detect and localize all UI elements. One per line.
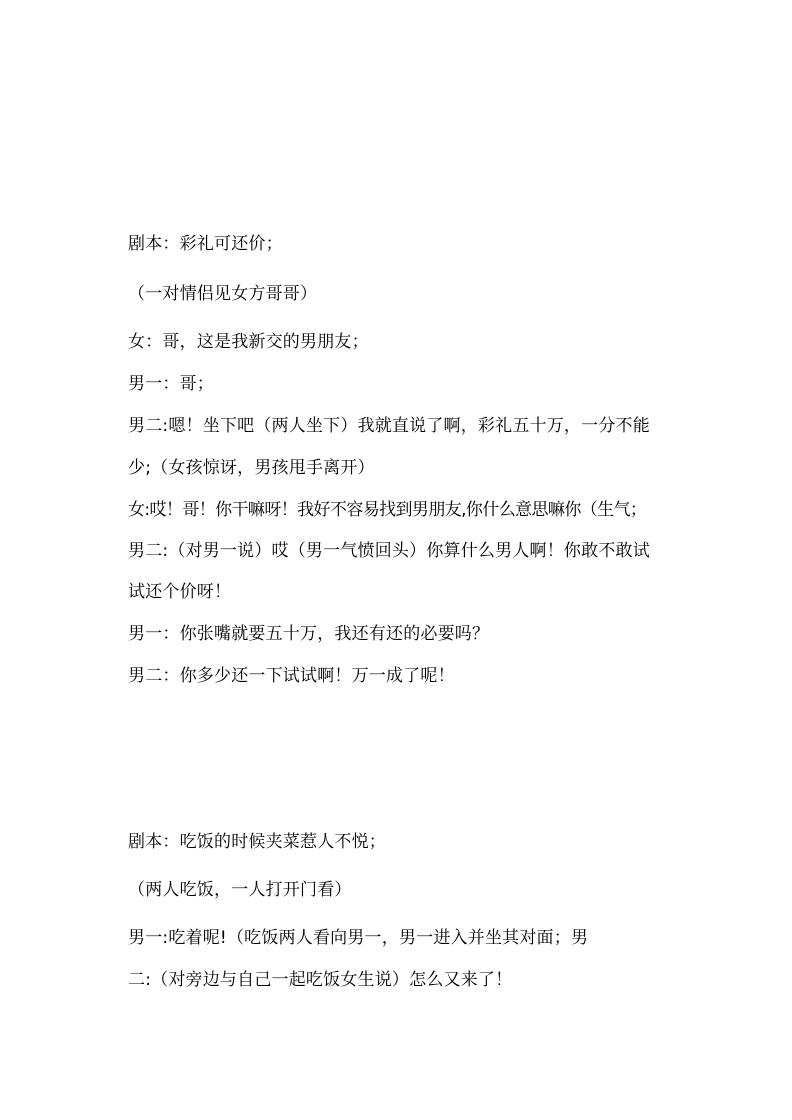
dialogue-line: 女:哎！哥！你干嘛呀！我好不容易找到男朋友,你什么意思嘛你（生气； xyxy=(128,500,647,520)
dialogue-line: 二:（对旁边与自己一起吃饭女生说）怎么又来了！ xyxy=(128,970,513,990)
dialogue-line: 男一：哥； xyxy=(128,374,214,394)
dialogue-line: 男二：你多少还一下试试啊！万一成了呢！ xyxy=(128,666,455,686)
dialogue-line: 女：哥，这是我新交的男朋友； xyxy=(128,332,369,352)
dialogue-line: 男一：你张嘴就要五十万，我还有还的必要吗？ xyxy=(128,624,490,644)
scene-1-title: 剧本：彩礼可还价； xyxy=(128,234,283,254)
dialogue-line: 少;（女孩惊讶，男孩甩手离开） xyxy=(128,458,375,478)
stage-direction: （两人吃饭，一人打开门看） xyxy=(128,880,352,900)
scene-2-title: 剧本：吃饭的时候夹菜惹人不悦； xyxy=(128,832,386,852)
stage-direction: （一对情侣见女方哥哥） xyxy=(128,284,318,304)
dialogue-line: 男一:吃着呢!（吃饭两人看向男一，男一进入并坐其对面；男 xyxy=(128,928,589,948)
dialogue-line: 男二:（对男一说）哎（男一气愤回头）你算什么男人啊！你敢不敢试 xyxy=(128,541,650,561)
dialogue-line: 试还个价呀！ xyxy=(128,582,232,602)
dialogue-line: 男二:嗯！坐下吧（两人坐下）我就直说了啊，彩礼五十万，一分不能 xyxy=(128,416,650,436)
